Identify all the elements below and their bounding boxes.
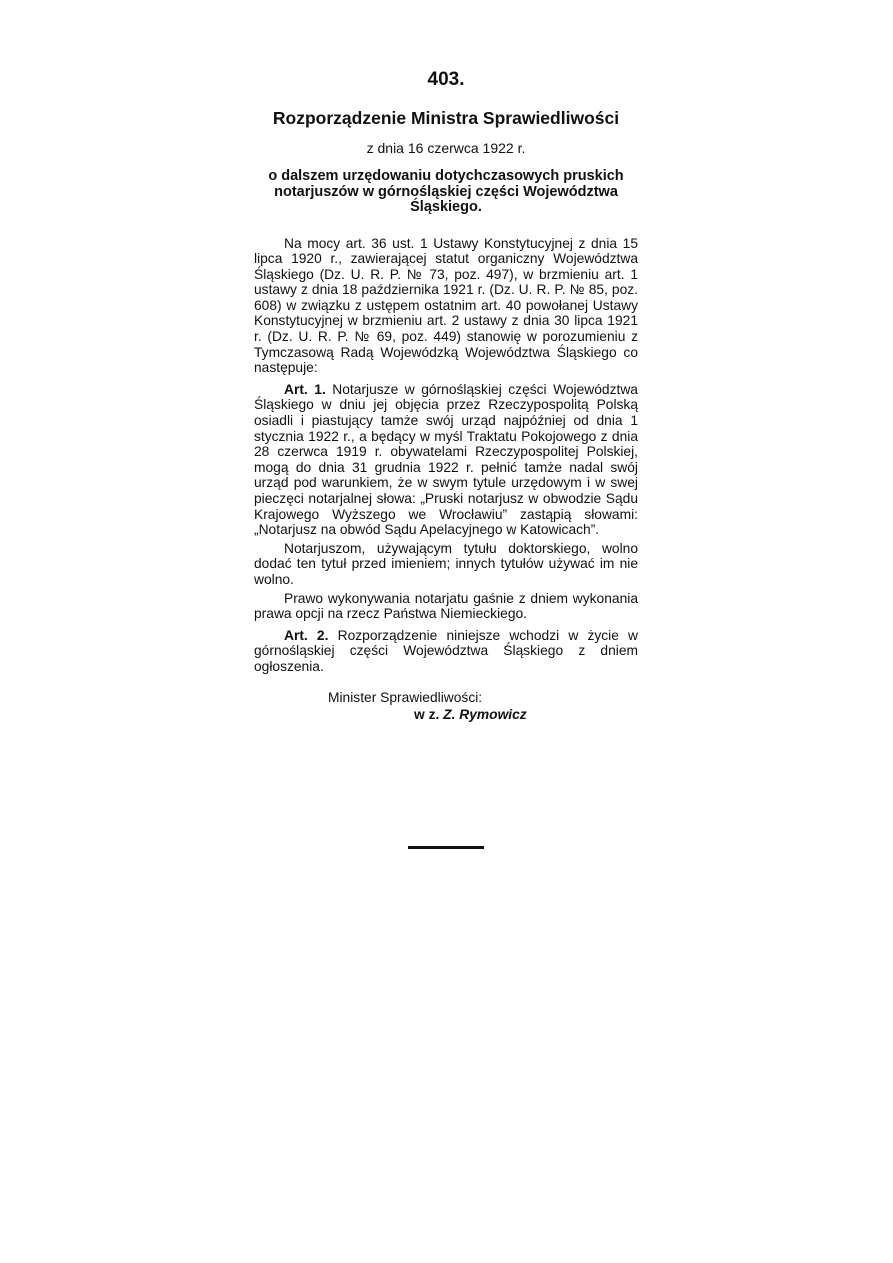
- article-2-text: Rozporządzenie niniejsze wchodzi w życie w górnośląskiej części Województwa Śląskiego z dniem ogłoszenia.: [254, 627, 639, 674]
- end-divider: [408, 846, 484, 849]
- page-number: 403.: [427, 69, 465, 90]
- article-1-paragraph-3: Prawo wykonywania notarjatu gaśnie z dniem wykonania prawa opcji na rzecz Państwa Niemieckiego.: [254, 590, 638, 622]
- article-1-paragraph-1: [254, 382, 638, 538]
- signature-role: Minister Sprawiedliwości:: [328, 689, 483, 705]
- signature-line: [254, 706, 638, 723]
- article-1-label: Art. 1.: [284, 381, 326, 397]
- article-1-text-1: Notarjusze w górnośląskiej części Województwa Śląskiego w dniu jej objęcia przez Rzeczypospolitą Polską osiadli i piastujący tamże swój urząd najpóźniej od dnia 1 stycznia 1922 r., a będący w myśl Traktatu Pokojowego z dnia 28 czerwca 1919 r. obywatelami Rzeczypospolitej Polskiej, mogą do dnia 31 grudnia 1922 r. pełnić tamże nadal swój urząd pod warunkiem, że w swym tytule urzędowym i w swej pieczęci notarjalnej słowa: „Pruski notarjusz w obwodzie Sądu Krajowego Wyższego we Wrocławiu” zastąpią słowami: „Notarjusz na obwód Sądu Apelacyjnego w Katowicach”.: [254, 381, 638, 538]
- regulation-date: z dnia 16 czerwca 1922 r.: [366, 140, 526, 156]
- signature-name: Z. Rymowicz: [443, 706, 527, 722]
- document-page: [254, 68, 638, 723]
- regulation-subject: o dalszem urzędowaniu dotychczasowych pruskich notarjuszów w górnośląskiej części Województwa Śląskiego.: [268, 168, 624, 215]
- article-2-paragraph: [254, 628, 638, 675]
- regulation-title: Rozporządzenie Ministra Sprawiedliwości: [272, 108, 620, 128]
- signature-block: [254, 689, 638, 723]
- article-2-label: Art. 2.: [284, 627, 329, 643]
- article-1-paragraph-2: Notarjuszom, używającym tytułu doktorskiego, wolno dodać ten tytuł przed imieniem; innych tytułów używać im nie wolno.: [254, 540, 638, 587]
- preamble-paragraph: Na mocy art. 36 ust. 1 Ustawy Konstytucyjnej z dnia 15 lipca 1920 r., zawierającej statut organiczny Województwa Śląskiego (Dz. U. R. P. № 73, poz. 497), w brzmieniu art. 1 ustawy z dnia 18 października 1921 r. (Dz. U. R. P. № 85, poz. 608) w związku z ustępem ostatnim art. 40 powołanej Ustawy Konstytucyjnej w brzmieniu art. 2 ustawy z dnia 30 lipca 1921 r. (Dz. U. R. P. № 69, poz. 449) stanowię w porozumieniu z Tymczasową Radą Wojewódzką Województwa Śląskiego co następuje:: [254, 235, 638, 376]
- signature-prefix: w z.: [414, 706, 440, 722]
